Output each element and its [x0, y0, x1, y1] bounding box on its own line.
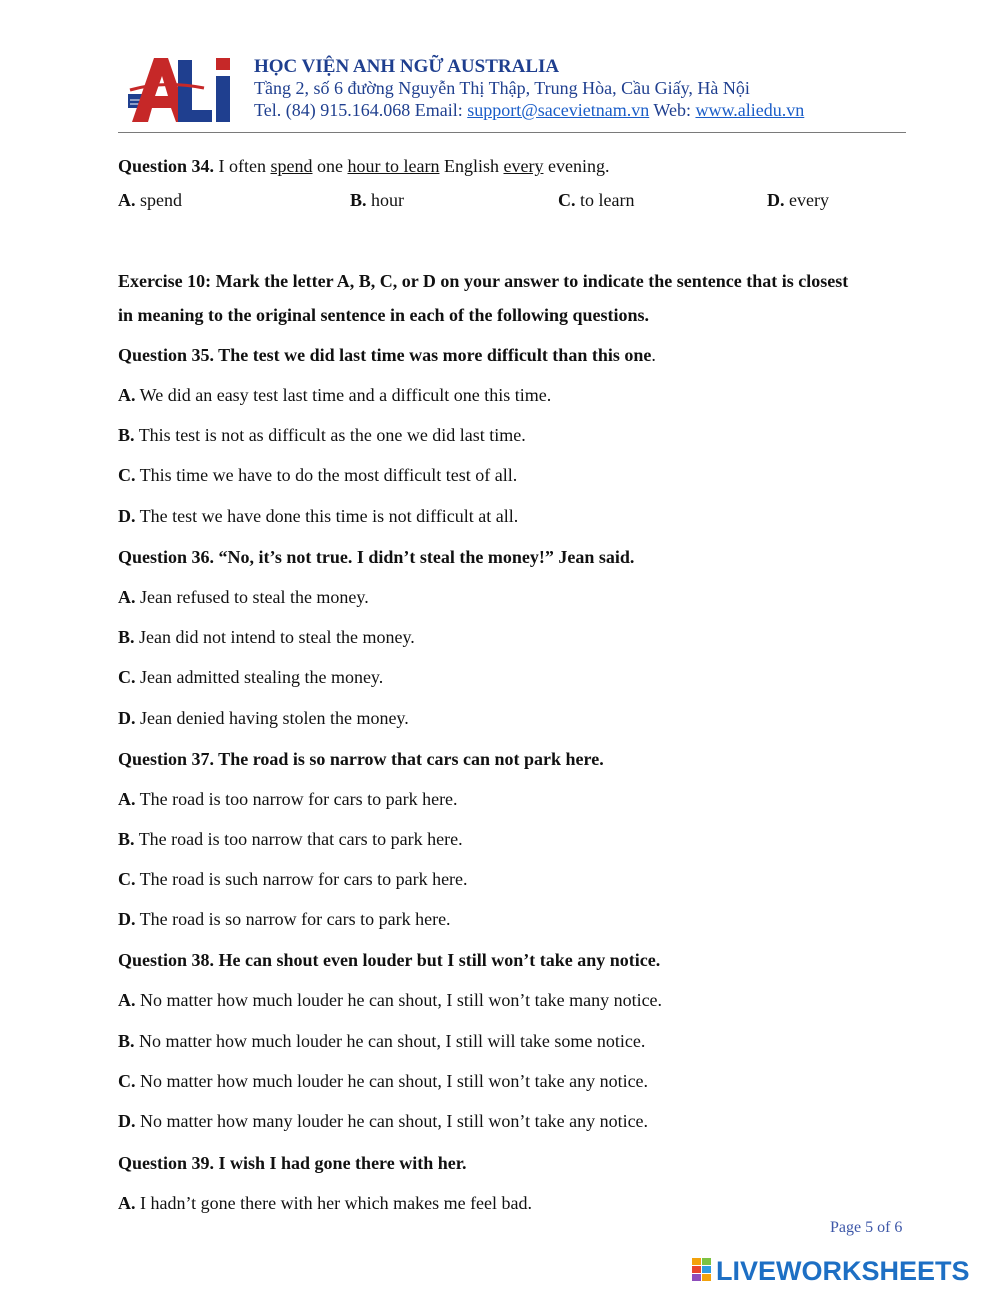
question-trail: .	[651, 345, 656, 365]
option-letter: D.	[118, 1111, 136, 1131]
question-38-prompt: Question 38. He can shout even louder but I still won’t take any notice.	[118, 950, 661, 970]
q35-option-a[interactable]	[118, 384, 551, 406]
org-address: Tầng 2, số 6 đường Nguyễn Thị Thập, Trung Hòa, Cầu Giấy, Hà Nội	[254, 78, 750, 98]
q34-text: English	[439, 156, 504, 176]
option-letter: C.	[558, 190, 576, 210]
question-34	[118, 155, 609, 177]
q34-text: I often	[214, 156, 271, 176]
question-37-prompt: Question 37. The road is so narrow that cars can not park here.	[118, 749, 604, 769]
option-text: Jean denied having stolen the money.	[135, 708, 409, 728]
question-39-prompt: Question 39. I wish I had gone there with her.	[118, 1153, 467, 1173]
option-text: No matter how much louder he can shout, I still will take some notice.	[134, 1031, 646, 1051]
option-letter: C.	[118, 667, 136, 687]
q38-option-a[interactable]	[118, 989, 662, 1011]
option-text: to learn	[575, 190, 635, 210]
option-text: This test is not as difficult as the one we did last time.	[134, 425, 526, 445]
q35-option-d[interactable]	[118, 505, 518, 527]
option-text: Jean did not intend to steal the money.	[134, 627, 415, 647]
q36-option-b[interactable]	[118, 626, 415, 648]
page-number: Page 5 of 6	[830, 1219, 903, 1236]
q34-text: one	[312, 156, 348, 176]
option-letter: A.	[118, 1193, 136, 1213]
q37-option-b[interactable]	[118, 828, 463, 850]
option-letter: C.	[118, 869, 136, 889]
option-text: The test we have done this time is not difficult at all.	[135, 506, 519, 526]
q36-option-c[interactable]	[118, 666, 383, 688]
q38-option-d[interactable]	[118, 1110, 648, 1132]
option-letter: A.	[118, 385, 136, 405]
option-text: No matter how much louder he can shout, I still won’t take any notice.	[135, 1071, 649, 1091]
exercise-heading-line-2: in meaning to the original sentence in each of the following questions.	[118, 305, 650, 325]
option-letter: B.	[118, 1031, 135, 1051]
q37-option-a[interactable]	[118, 788, 458, 810]
q38-option-c[interactable]	[118, 1070, 648, 1092]
q34-option-c[interactable]	[558, 189, 634, 211]
q35-option-c[interactable]	[118, 464, 517, 486]
contact-web-label: Web:	[649, 100, 696, 120]
option-text: The road is too narrow that cars to park here.	[134, 829, 463, 849]
option-letter: A.	[118, 587, 136, 607]
option-text: Jean refused to steal the money.	[135, 587, 369, 607]
exercise-heading-line-1: Exercise 10: Mark the letter A, B, C, or D on your answer to indicate the sentence that is closest	[118, 271, 849, 291]
option-text: The road is too narrow for cars to park here.	[135, 789, 458, 809]
q34-underlined-a: spend	[270, 156, 313, 176]
option-letter: A.	[118, 190, 136, 210]
q39-option-a[interactable]	[118, 1192, 532, 1214]
question-36-prompt: Question 36. “No, it’s not true. I didn’t steal the money!” Jean said.	[118, 547, 635, 567]
option-letter: D.	[767, 190, 785, 210]
liveworksheets-brand: LIVEWORKSHEETS	[716, 1256, 970, 1284]
contact-tel: Tel. (84) 915.164.068 Email:	[254, 100, 468, 120]
option-text: The road is so narrow for cars to park here.	[135, 909, 451, 929]
q37-option-d[interactable]	[118, 908, 451, 930]
question-35-prompt	[118, 344, 656, 366]
option-letter: D.	[118, 708, 136, 728]
option-letter: B.	[350, 190, 367, 210]
option-letter: A.	[118, 789, 136, 809]
website-link[interactable]: www.aliedu.vn	[695, 100, 805, 120]
q34-underlined-d: every	[503, 156, 544, 176]
question-text: Question 35. The test we did last time was more difficult than this one	[118, 345, 652, 365]
question-label: Question 34.	[118, 156, 215, 176]
q34-option-a[interactable]	[118, 189, 182, 211]
option-letter: D.	[118, 506, 136, 526]
option-text: No matter how much louder he can shout, I still won’t take many notice.	[135, 990, 663, 1010]
option-text: This time we have to do the most difficult test of all.	[135, 465, 518, 485]
q34-text: evening.	[543, 156, 610, 176]
option-text: The road is such narrow for cars to park here.	[135, 869, 468, 889]
q37-option-c[interactable]	[118, 868, 468, 890]
option-letter: C.	[118, 1071, 136, 1091]
email-link[interactable]: support@sacevietnam.vn	[467, 100, 650, 120]
q36-option-a[interactable]	[118, 586, 369, 608]
liveworksheets-logo[interactable]	[692, 1254, 992, 1284]
option-letter: A.	[118, 990, 136, 1010]
org-contact	[254, 100, 804, 121]
option-letter: B.	[118, 627, 135, 647]
option-text: hour	[366, 190, 405, 210]
option-letter: C.	[118, 465, 136, 485]
option-letter: B.	[118, 829, 135, 849]
option-letter: D.	[118, 909, 136, 929]
option-letter: B.	[118, 425, 135, 445]
option-text: every	[784, 190, 829, 210]
q34-option-d[interactable]	[767, 189, 829, 211]
option-text: I hadn’t gone there with her which makes me feel bad.	[135, 1193, 533, 1213]
option-text: spend	[135, 190, 182, 210]
q34-underlined-b: hour to learn	[347, 156, 440, 176]
q38-option-b[interactable]	[118, 1030, 645, 1052]
option-text: Jean admitted stealing the money.	[135, 667, 384, 687]
q35-option-b[interactable]	[118, 424, 526, 446]
option-text: We did an easy test last time and a difficult one this time.	[135, 385, 552, 405]
org-name: HỌC VIỆN ANH NGỮ AUSTRALIA	[254, 56, 560, 77]
ali-logo	[124, 50, 236, 126]
q36-option-d[interactable]	[118, 707, 409, 729]
option-text: No matter how many louder he can shout, I still won’t take any notice.	[135, 1111, 649, 1131]
q34-option-b[interactable]	[350, 189, 404, 211]
document-header	[118, 44, 906, 133]
